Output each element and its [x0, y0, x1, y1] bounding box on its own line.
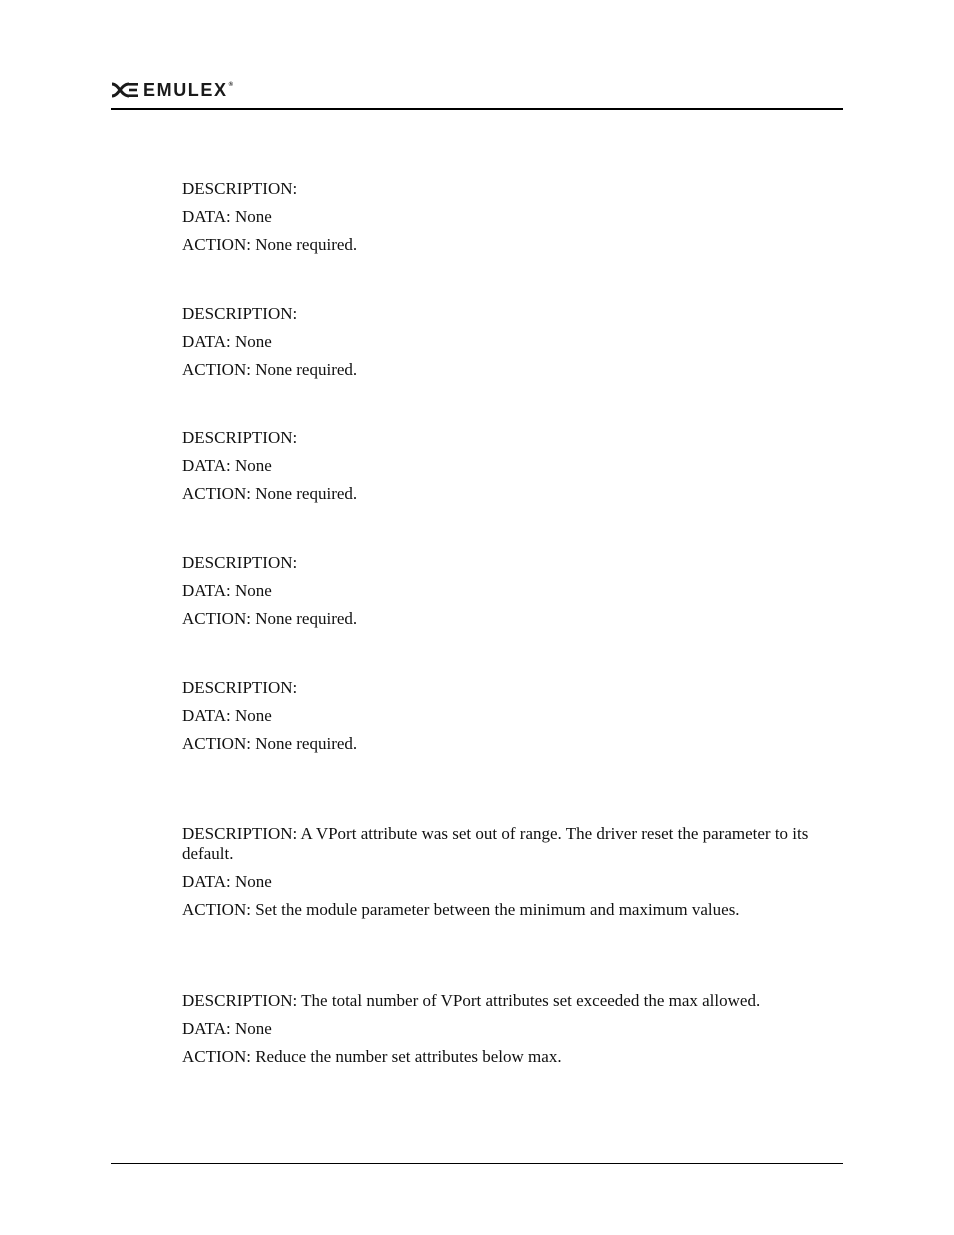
registered-mark: ®: [228, 82, 235, 88]
log-entry: [182, 179, 842, 255]
entry-data: DATA: None: [182, 332, 272, 351]
log-entry: [182, 304, 842, 380]
entry-action: ACTION: None required.: [182, 235, 358, 254]
logo-wordmark: EMULEX®: [143, 80, 235, 100]
log-entry: [182, 428, 842, 504]
entry-data: DATA: None: [182, 456, 272, 475]
entry-description: DESCRIPTION:: [182, 304, 298, 323]
log-entry: [182, 553, 842, 629]
entry-description: DESCRIPTION:: [182, 428, 298, 447]
header-rule: [111, 108, 843, 110]
entry-action: ACTION: Set the module parameter between the minimum and maximum values.: [182, 900, 740, 919]
entry-action: ACTION: None required.: [182, 484, 358, 503]
log-entry: [182, 824, 842, 920]
emulex-logo: [111, 80, 235, 100]
entry-action: ACTION: None required.: [182, 734, 358, 753]
entry-description: DESCRIPTION:: [182, 179, 298, 198]
entry-description: DESCRIPTION: The total number of VPort attributes set exceeded the max allowed.: [182, 991, 761, 1010]
entry-description: DESCRIPTION: A VPort attribute was set out of range. The driver reset the parameter to its default.: [182, 824, 809, 863]
entry-action: ACTION: None required.: [182, 360, 358, 379]
emulex-logo-icon: [111, 82, 139, 98]
entry-action: ACTION: None required.: [182, 609, 358, 628]
entry-action: ACTION: Reduce the number set attributes below max.: [182, 1047, 562, 1066]
entry-data: DATA: None: [182, 706, 272, 725]
footer-rule: [111, 1163, 843, 1164]
entry-data: DATA: None: [182, 581, 272, 600]
entry-data: DATA: None: [182, 1019, 272, 1038]
entry-data: DATA: None: [182, 872, 272, 891]
entry-description: DESCRIPTION:: [182, 678, 298, 697]
log-entry: [182, 991, 842, 1067]
entry-description: DESCRIPTION:: [182, 553, 298, 572]
log-entry: [182, 678, 842, 754]
entry-data: DATA: None: [182, 207, 272, 226]
